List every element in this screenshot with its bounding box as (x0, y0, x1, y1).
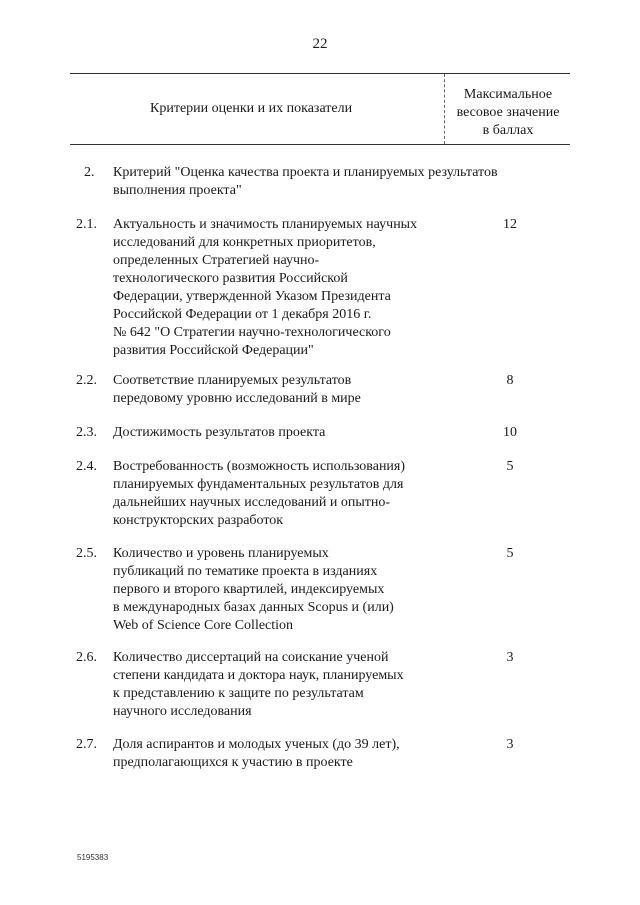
row-text-line: исследований для конкретных приоритетов, (113, 235, 376, 250)
row-number: 2.2. (76, 373, 97, 388)
header-max-line: Максимальное (463, 87, 553, 102)
row-text-line: публикаций по тематике проекта в изданиях (113, 564, 378, 579)
row-number: 2.5. (76, 546, 97, 561)
header-criteria-label: Критерии оценки и их показатели (150, 101, 353, 116)
header-bottom-rule (70, 144, 570, 145)
row-text-line: развития Российской Федерации" (113, 343, 314, 358)
row-text-line: дальнейших научных исследований и опытно- (113, 495, 391, 510)
row-score: 8 (506, 373, 514, 388)
row-text-line: определенных Стратегией научно- (113, 253, 320, 268)
row-text-line: Количество и уровень планируемых (113, 546, 329, 561)
row-number: 2.1. (76, 217, 97, 232)
header-column-divider (444, 74, 445, 144)
row-text (113, 736, 453, 772)
row-number: 2.4. (76, 459, 97, 474)
row-score: 5 (506, 459, 514, 474)
header-max-score-label (450, 86, 566, 140)
row-text (113, 545, 453, 635)
row-text-line: передовому уровню исследований в мире (113, 391, 361, 406)
row-number: 2. (84, 165, 95, 180)
document-id: 5195383 (77, 853, 109, 862)
row-text-line: конструкторских разработок (113, 513, 284, 528)
row-text-line: Количество диссертаций на соискание ученой (113, 650, 389, 665)
row-number: 2.7. (76, 737, 97, 752)
row-text (113, 372, 453, 408)
row-number: 2.6. (76, 650, 97, 665)
row-text-line: Web of Science Core Collection (113, 618, 294, 633)
row-text-line: первого и второго квартилей, индексируемых (113, 582, 385, 597)
row-text (113, 458, 453, 530)
row-text (113, 424, 453, 442)
row-text-line: Соответствие планируемых результатов (113, 373, 352, 388)
row-text-line: в международных базах данных Scopus и (или) (113, 600, 394, 615)
row-text-line: предполагающихся к участию в проекте (113, 755, 353, 770)
row-text-line: степени кандидата и доктора наук, планируемых (113, 668, 404, 683)
page-number: 22 (312, 36, 328, 52)
row-text-line: Федерации, утвержденной Указом Президента (113, 289, 391, 304)
row-text-line: технологического развития Российской (113, 271, 348, 286)
row-number: 2.3. (76, 425, 97, 440)
row-text-line: Российской Федерации от 1 декабря 2016 г. (113, 307, 372, 322)
row-text-line: к представлению к защите по результатам (113, 686, 364, 701)
row-text-line: планируемых фундаментальных результатов для (113, 477, 404, 492)
row-text-line: Актуальность и значимость планируемых научных (113, 217, 418, 232)
row-score: 12 (503, 217, 517, 232)
table-top-rule (70, 73, 570, 74)
row-text-line: Востребованность (возможность использования) (113, 459, 406, 474)
row-text-line: Достижимость результатов проекта (113, 425, 326, 440)
row-text (113, 164, 553, 200)
header-max-line: в баллах (482, 123, 534, 138)
row-text (113, 216, 453, 360)
header-max-line: весовое значение (456, 105, 560, 120)
row-score: 5 (506, 546, 514, 561)
row-text-line: № 642 "О Стратегии научно-технологического (113, 325, 391, 340)
row-text (113, 649, 453, 721)
row-score: 3 (506, 650, 514, 665)
row-text-line: научного исследования (113, 704, 252, 719)
row-text-line: Критерий "Оценка качества проекта и планируемых результатов (113, 165, 498, 180)
row-text-line: выполнения проекта" (113, 183, 242, 198)
row-text-line: Доля аспирантов и молодых ученых (до 39 лет), (113, 737, 400, 752)
row-score: 10 (503, 425, 517, 440)
row-score: 3 (506, 737, 514, 752)
